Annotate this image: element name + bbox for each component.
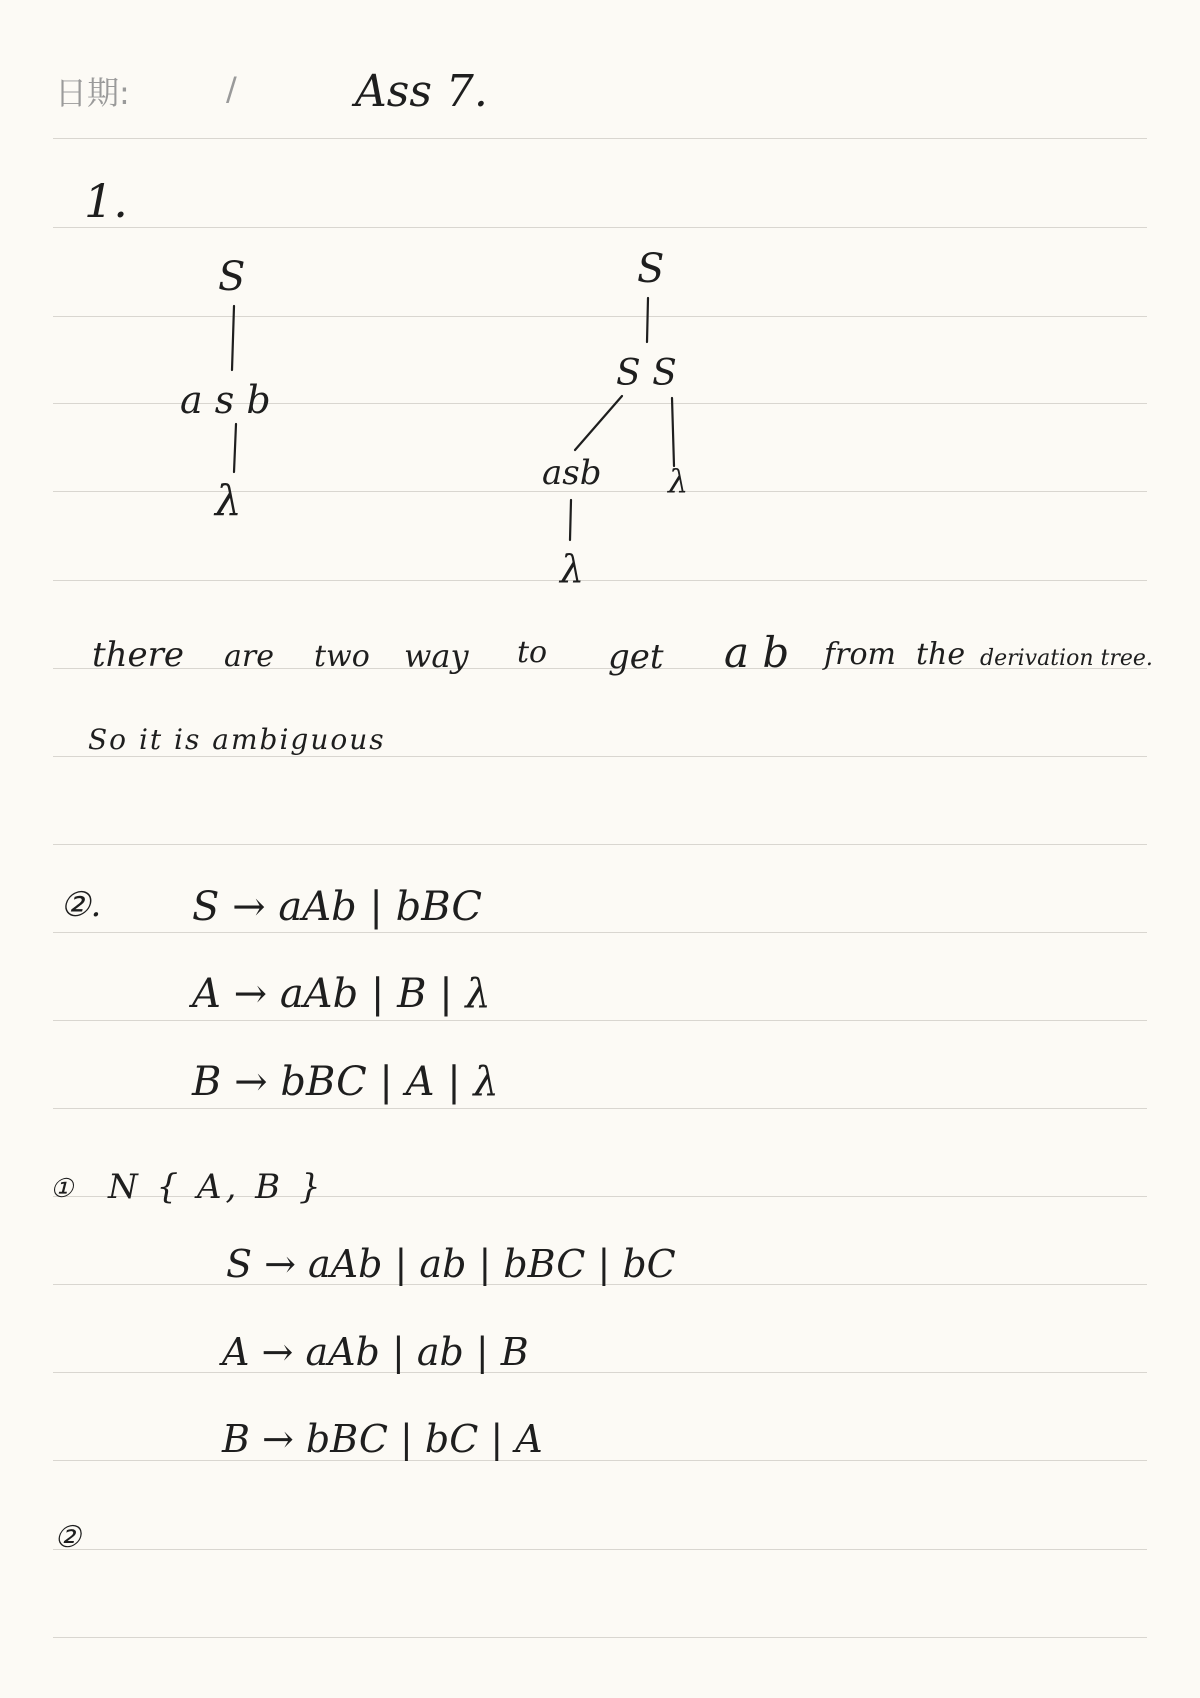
answer-word: two: [314, 639, 370, 674]
grammar-rule: A → aAb | ab | B: [222, 1330, 529, 1374]
ruled-line: [53, 1637, 1147, 1638]
ruled-line: [53, 1549, 1147, 1550]
answer-word: to: [517, 635, 548, 670]
nullable-set: N { A, B }: [108, 1167, 325, 1207]
tree1-edge: [234, 424, 236, 472]
ruled-line: [53, 844, 1147, 845]
question-1-number: 1.: [84, 174, 128, 228]
answer-word: a b: [724, 628, 790, 677]
tree2-mid: S S: [616, 353, 677, 394]
tree2-edge: [647, 298, 648, 342]
answer-word: derivation tree.: [980, 646, 1153, 671]
tree1-leaf: λ: [215, 476, 242, 525]
answer-word: the: [916, 637, 966, 672]
tree2-edge: [672, 398, 674, 466]
answer-word: there: [92, 635, 185, 675]
answer-word: from: [824, 637, 896, 672]
tree1-root: S: [218, 254, 246, 300]
ruled-line: [53, 1372, 1147, 1373]
date-label: 日期:: [55, 74, 130, 112]
tree2-root: S: [637, 246, 665, 292]
grammar-rule: A → aAb | B | λ: [192, 971, 491, 1017]
ruled-line: [53, 1108, 1147, 1109]
tree2-left: asb: [542, 453, 602, 493]
answer-word: way: [404, 637, 469, 675]
grammar-rule: B → bBC | A | λ: [192, 1059, 499, 1105]
tree2-left-leaf: λ: [560, 547, 585, 591]
answer-word: get: [608, 637, 664, 677]
tree2-edge: [570, 500, 571, 540]
derivation-trees: [0, 0, 1200, 600]
ruled-line: [53, 932, 1147, 933]
question-2-marker: ②.: [60, 885, 102, 925]
tree2-right-leaf: λ: [668, 462, 689, 500]
grammar-rule: S → aAb | ab | bBC | bC: [226, 1242, 676, 1286]
tree1-mid: a s b: [180, 378, 271, 422]
date-separator: /: [226, 70, 237, 108]
ruled-line: [53, 1020, 1147, 1021]
ruled-line: [53, 1460, 1147, 1461]
step-1-marker: ①: [50, 1174, 74, 1204]
answer-line-2: So it is ambiguous: [88, 723, 386, 756]
page-title: Ass 7.: [355, 66, 488, 117]
tree2-edge: [575, 396, 622, 450]
tree1-edge: [232, 306, 234, 370]
ruled-line: [53, 756, 1147, 757]
grammar-rule: B → bBC | bC | A: [222, 1417, 543, 1461]
answer-word: are: [224, 639, 274, 674]
grammar-rule: S → aAb | bBC: [192, 884, 482, 930]
step-2-marker: ②: [54, 1520, 81, 1555]
